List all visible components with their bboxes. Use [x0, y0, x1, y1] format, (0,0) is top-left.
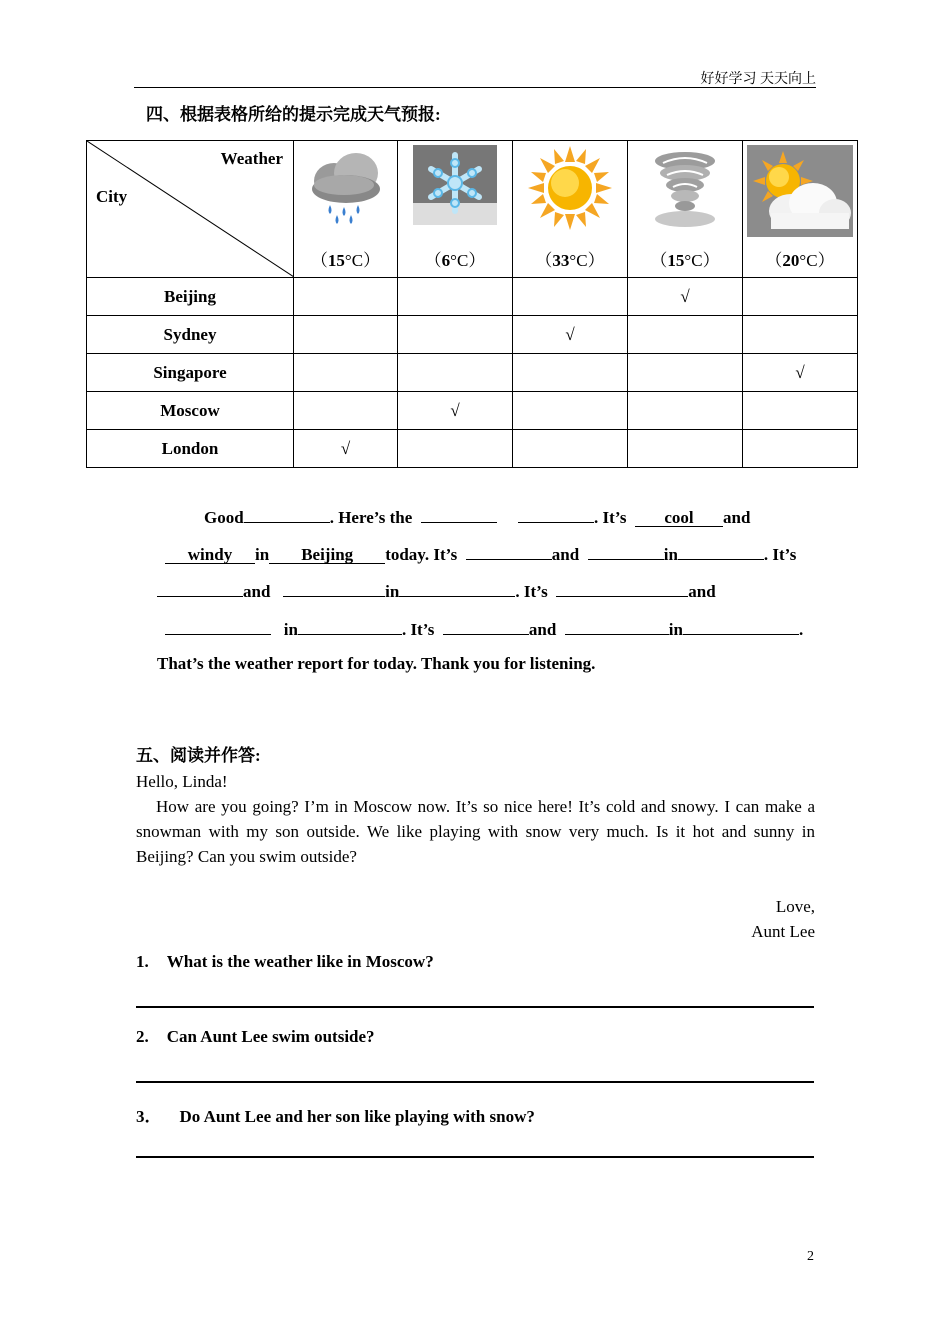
weather-column-header [398, 141, 513, 278]
weather-column-header [628, 141, 743, 278]
city-cell: Beijing [87, 278, 294, 316]
city-cell: Sydney [87, 316, 294, 354]
tick-cell [743, 278, 858, 316]
letter-body: How are you going? I’m in Moscow now. It’s so nice here! It’s cold and snowy. I can make a snowman with my son outside. We like playing with snow very much. Is it hot and sunny in Beijing? Can you swim outside? [136, 797, 815, 866]
tick-cell [628, 430, 743, 468]
answer-blank[interactable] [421, 505, 497, 523]
tick-cell [294, 392, 398, 430]
answer-blank[interactable] [399, 579, 515, 597]
tick-cell [513, 392, 628, 430]
tick-cell [743, 392, 858, 430]
passage-line-1: Good . Here’s the . It’s cool and [204, 505, 750, 528]
table-corner-cell [87, 141, 294, 278]
table-row [87, 316, 858, 354]
temp-label: （20°C） [765, 251, 835, 270]
city-cell: Moscow [87, 392, 294, 430]
tick-cell [743, 316, 858, 354]
answer-blank[interactable] [298, 617, 402, 635]
letter-greeting: Hello, Linda! [136, 772, 228, 791]
temp-label: （6°C） [424, 251, 486, 270]
table-row [87, 392, 858, 430]
table-row [87, 278, 858, 316]
page-header: 好好学习 天天向上 [700, 72, 816, 87]
question-1: 1. What is the weather like in Moscow? [136, 952, 434, 971]
tornado-icon [643, 145, 727, 229]
tick-cell [398, 316, 513, 354]
weather-column-header [294, 141, 398, 278]
corner-weather-label: Weather [220, 149, 283, 168]
weather-column-header [513, 141, 628, 278]
answer-blank[interactable] [466, 542, 552, 560]
tick-cell [513, 430, 628, 468]
passage-closing: That’s the weather report for today. Thank you for listening. [157, 654, 596, 673]
answer-blank[interactable] [683, 617, 799, 635]
answer-blank[interactable] [157, 579, 243, 597]
answer-blank[interactable] [678, 542, 764, 560]
tick-cell [398, 430, 513, 468]
answer-blank[interactable] [244, 505, 330, 523]
city-cell: Singapore [87, 354, 294, 392]
answer-line[interactable] [136, 1006, 814, 1008]
partly-cloudy-icon [747, 145, 853, 237]
temp-label: （33°C） [535, 251, 605, 270]
answer-blank[interactable] [165, 617, 271, 635]
tick-cell: √ [743, 354, 858, 392]
answer-blank-filled[interactable]: cool [635, 509, 723, 527]
header-rule [134, 87, 816, 88]
tick-cell [743, 430, 858, 468]
tick-cell: √ [628, 278, 743, 316]
page-number: 2 [807, 1249, 814, 1264]
temp-label: （15°C） [310, 251, 381, 270]
tick-cell [628, 316, 743, 354]
answer-blank[interactable] [518, 505, 594, 523]
tick-cell [294, 354, 398, 392]
letter-sign-name: Aunt Lee [751, 922, 815, 941]
answer-blank-filled[interactable]: Beijing [269, 546, 385, 564]
tick-cell [513, 354, 628, 392]
tick-cell [513, 278, 628, 316]
tick-cell [294, 278, 398, 316]
tick-cell: √ [294, 430, 398, 468]
section4-title: 四、根据表格所给的提示完成天气预报: [146, 105, 441, 124]
snowflake-icon [413, 145, 497, 225]
passage-line-3: and in . It’s and [157, 579, 716, 602]
passage-line-2: windy in Beijing today. It’s and in . It’s [165, 542, 796, 565]
tick-cell [628, 354, 743, 392]
answer-blank-filled[interactable]: windy [165, 546, 255, 564]
answer-blank[interactable] [443, 617, 529, 635]
answer-blank[interactable] [565, 617, 669, 635]
sun-icon [521, 145, 619, 231]
temp-label: （15°C） [650, 251, 720, 270]
rain-cloud-icon [304, 145, 388, 227]
tick-cell [628, 392, 743, 430]
tick-cell [398, 278, 513, 316]
answer-blank[interactable] [588, 542, 664, 560]
question-3: 3． Do Aunt Lee and her son like playing with snow? [136, 1107, 535, 1126]
answer-blank[interactable] [556, 579, 688, 597]
city-cell: London [87, 430, 294, 468]
passage-line-4: in . It’s and in . [165, 617, 803, 640]
weather-table [86, 140, 858, 468]
table-row [87, 354, 858, 392]
answer-blank[interactable] [283, 579, 385, 597]
table-row [87, 430, 858, 468]
section5-title: 五、阅读并作答: [136, 746, 261, 765]
tick-cell [294, 316, 398, 354]
tick-cell [398, 354, 513, 392]
question-2: 2. Can Aunt Lee swim outside? [136, 1027, 375, 1046]
weather-column-header [743, 141, 858, 278]
corner-city-label: City [96, 187, 128, 206]
tick-cell: √ [398, 392, 513, 430]
letter-sign-love: Love, [775, 897, 815, 916]
tick-cell: √ [513, 316, 628, 354]
answer-line[interactable] [136, 1156, 814, 1158]
answer-line[interactable] [136, 1081, 814, 1083]
